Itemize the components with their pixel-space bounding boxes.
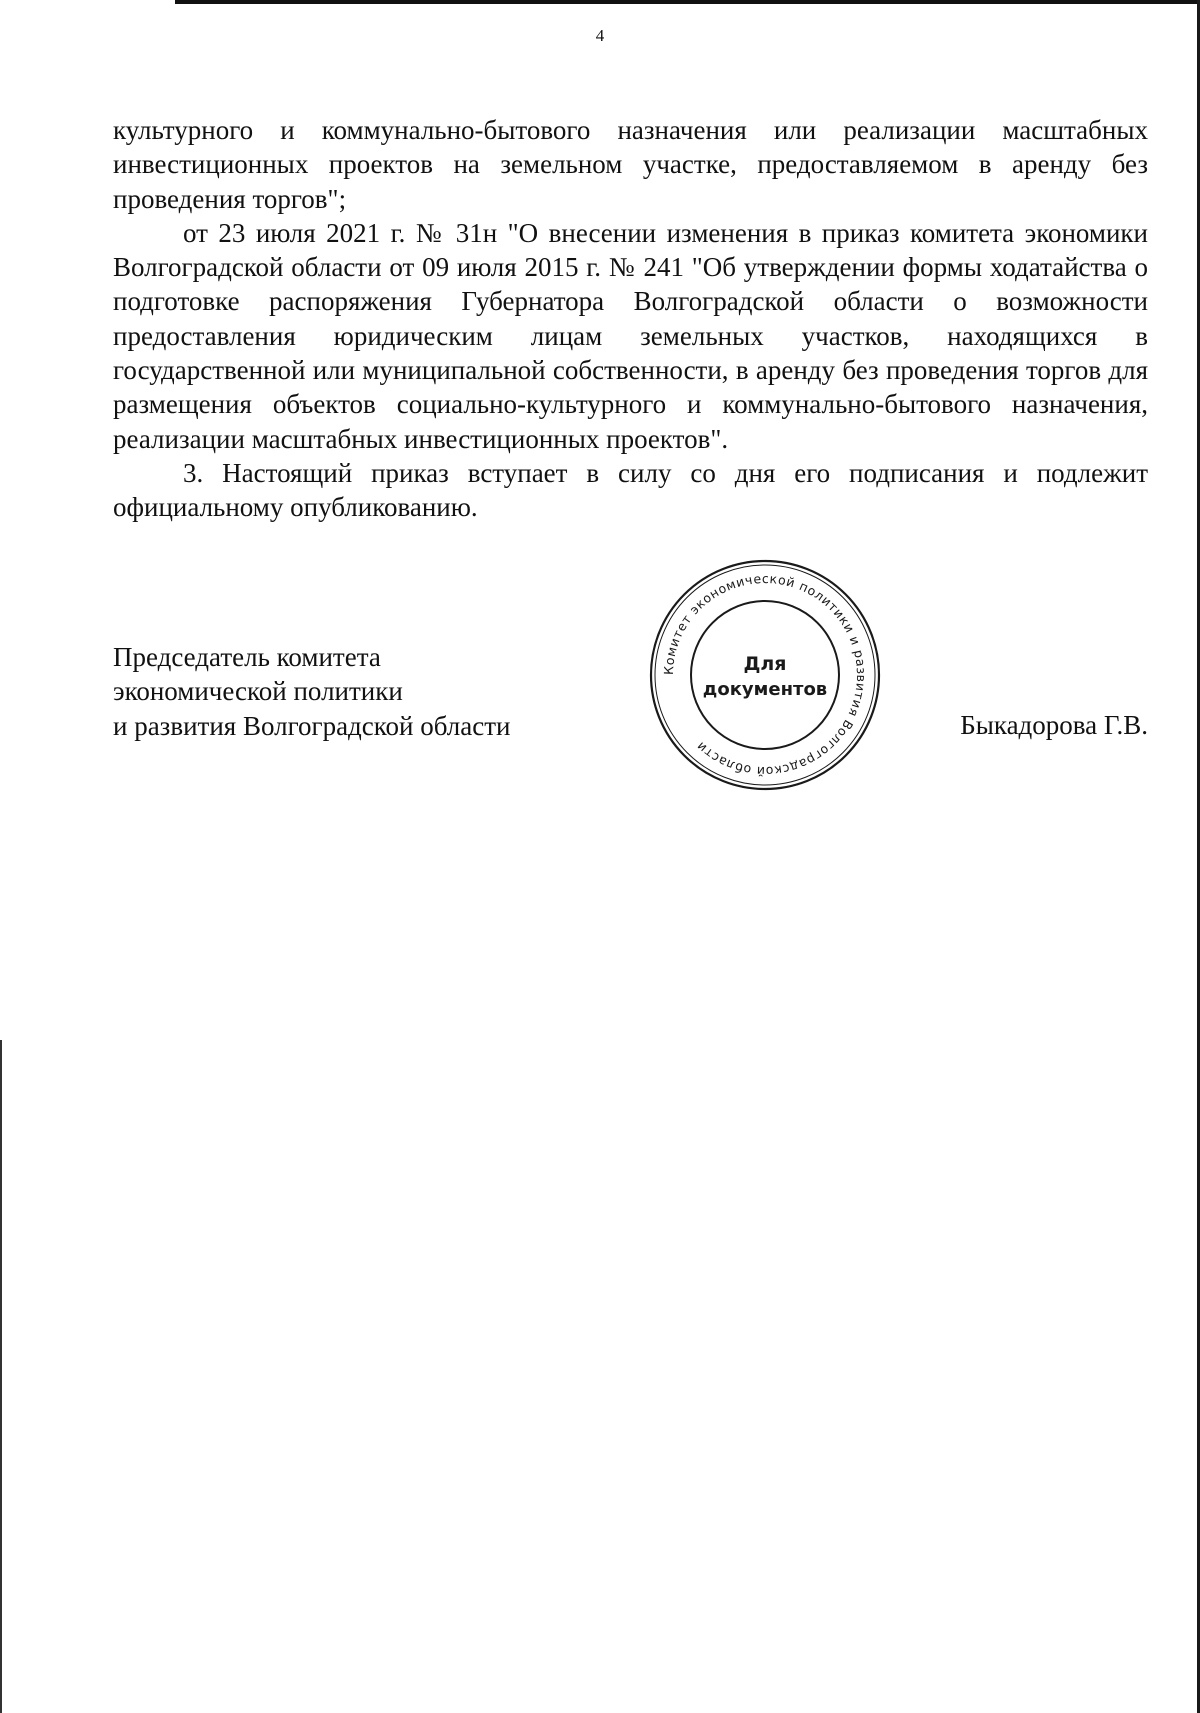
paragraph-item-3: 3. Настоящий приказ вступает в силу со дня его подписания и подлежит официальному опубликованию. [113,457,1148,523]
signatory-title-line: и развития Волгоградской области [113,710,511,741]
paragraph-continuation: культурного и коммунально-бытового назначения или реализации масштабных инвестиционных проектов на земельном участке, предоставляемом в аренду без проведения торгов"; [113,115,1148,214]
signatory-title-line: экономической политики [113,676,403,707]
signatory-name: Быкадорова Г.В. [960,710,1148,740]
stamp-center-line2: документов [702,679,828,700]
paragraph-order-31n: от 23 июля 2021 г. № 31н "О внесении изменения в приказ комитета экономики Волгоградской области от 09 июля 2015 г. № 241 "Об утверждении формы ходатайства о подготовке распоряжения Губернатора Волгоградской области о возможности предоставления юридическим лицам земельных участков, находящихся в государственной или муниципальной собственности, в аренду без проведения торгов для размещения объектов социально-культурного и коммунально-бытового назначения, реализации масштабных инвестиционных проектов". [113,217,1148,454]
scan-edge-left [0,1040,2,1713]
document-body [113,113,1148,525]
stamp-ring-text: Комитет экономической политики и развития Волгоградской области [660,570,870,780]
scan-edge-top [175,0,1200,4]
page-number: 4 [595,26,605,45]
official-stamp [648,558,882,792]
stamp-center-line1: Для [743,653,787,675]
stamp-inner-ring [691,601,839,749]
signatory-title [113,640,583,743]
stamp-graphic [648,558,882,792]
stamp-outer-ring [651,561,879,789]
stamp-outer-ring-thin [655,565,875,785]
signatory-title-line: Председатель комитета [113,642,381,672]
